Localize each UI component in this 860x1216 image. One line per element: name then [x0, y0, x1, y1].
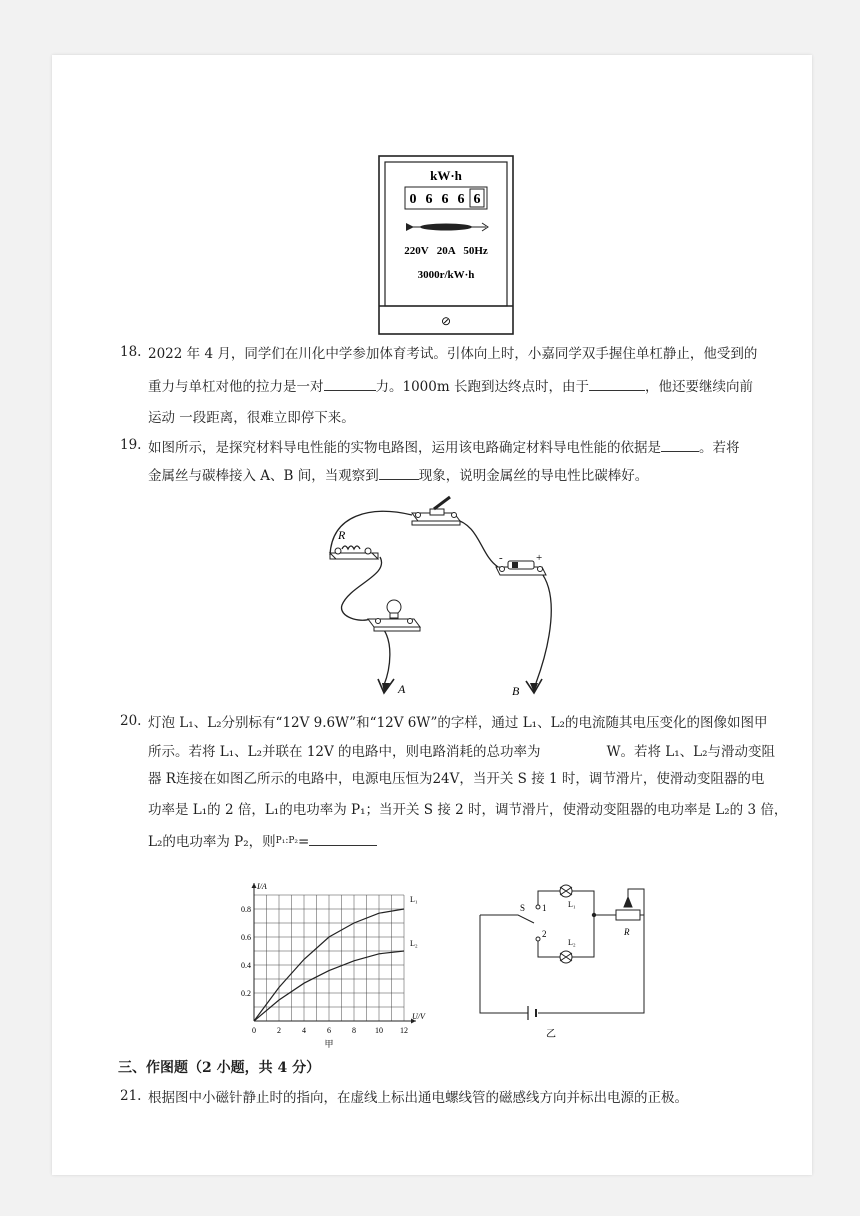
x-axis-label: U/V — [412, 1012, 425, 1021]
x-tick-label: 12 — [400, 1026, 408, 1035]
q20-text-a: 所示。若将 L₁、L₂并联在 12V 的电路中，则电路消耗的总功率为 — [148, 744, 541, 760]
meter-digit: 6 — [425, 192, 433, 207]
q21-line1: 根据图中小磁针静止时的指向，在虚线上标出通电螺线管的磁感线方向并标出电源的正极。 — [148, 1090, 688, 1106]
q18-text-c: ，他还要继续向前 — [644, 379, 753, 395]
q19-number: 19. — [120, 437, 142, 453]
y-axis-label: I/A — [257, 882, 267, 891]
q20-blank-1[interactable] — [541, 741, 607, 756]
q19-line2 — [148, 465, 648, 486]
meter-digit: 6 — [441, 192, 449, 207]
meter-digit: 0 — [409, 192, 417, 207]
circuit-2-label: 2 — [542, 929, 547, 939]
iu-graph-chart — [232, 867, 425, 1049]
q18-line2 — [148, 376, 753, 397]
x-tick-label: 6 — [327, 1026, 331, 1035]
q18-number: 18. — [120, 344, 142, 360]
q20-line5 — [148, 831, 377, 852]
y-axis-arrow-icon — [252, 883, 257, 888]
x-tick-label: 0 — [252, 1026, 256, 1035]
circuit-l2-label: L₂ — [568, 938, 576, 947]
q21-number: 21. — [120, 1088, 142, 1104]
section3-heading: 三、作图题（2 小题，共 4 分） — [118, 1060, 321, 1076]
circuit-l1-label: L₁ — [568, 900, 576, 909]
q20-ratio: P₁:P₂ — [275, 836, 299, 846]
electric-meter-figure — [378, 155, 514, 335]
meter-revolutions: 3000r/kW·h — [417, 269, 475, 281]
switch-component — [412, 497, 460, 525]
battery-plus-label: + — [536, 552, 543, 564]
y-tick-label: 0.2 — [241, 989, 251, 998]
q20-equals: = — [298, 834, 310, 850]
q19-blank-1[interactable] — [661, 437, 699, 452]
series-label: L₁ — [410, 895, 418, 904]
circuit-s-label: S — [520, 903, 526, 913]
meter-unit: kW·h — [430, 168, 462, 183]
series-label: L₂ — [410, 939, 418, 948]
q18-line1: 2022 年 4 月，同学们在川化中学参加体育考试。引体向上时，小嘉同学双手握住单杠静止，他受到的 — [148, 346, 758, 362]
y-tick-label: 0.8 — [241, 905, 251, 914]
q20-line4: 功率是 L₁的 2 倍，L₁的电功率为 P₁；当开关 S 接 2 时，调节滑片，使滑动变阻器的电功率是 L₂的 3 倍， — [148, 802, 788, 818]
q18-blank-1[interactable] — [324, 376, 376, 391]
q18-line3: 运动 一段距离，很难立即停下来。 — [148, 410, 355, 426]
q20-number: 20. — [120, 713, 142, 729]
x-tick-label: 2 — [277, 1026, 281, 1035]
clip-b-label: B — [512, 684, 520, 698]
x-tick-label: 4 — [302, 1026, 306, 1035]
clip-b-icon — [526, 679, 542, 693]
q20-text-c: L₂的电功率为 P₂，则 — [148, 834, 276, 850]
resistor-component — [330, 546, 378, 559]
circuit-1-label: 1 — [542, 903, 547, 913]
q20-text-b: W。若将 L₁、L₂与滑动变阻 — [606, 744, 775, 760]
circuit-caption: 乙 — [546, 1029, 556, 1040]
y-tick-label: 0.6 — [241, 933, 251, 942]
q20-blank-2[interactable] — [309, 831, 377, 846]
clip-a-label: A — [398, 682, 406, 696]
meter-digit-last: 6 — [473, 192, 481, 207]
q19-line1 — [148, 437, 740, 458]
terminal-icon: ⊘ — [440, 314, 452, 328]
circuit-r-label: R — [624, 927, 630, 937]
meter-digit: 6 — [457, 192, 465, 207]
q20-line2 — [148, 741, 775, 762]
x-tick-label: 10 — [375, 1026, 383, 1035]
q18-text-a: 重力与单杠对他的拉力是一对 — [148, 379, 324, 395]
exam-page — [52, 55, 812, 1175]
lamp-component — [368, 600, 420, 631]
y-tick-label: 0.4 — [241, 961, 251, 970]
q18-text-b: 力。1000m 长跑到达终点时，由于 — [375, 379, 589, 395]
q20-line3: 器 R连接在如图乙所示的电路中，电源电压恒为24V，当开关 S 接 1 时，调节滑片，使滑动变阻器的电 — [148, 771, 765, 787]
q19-text-d: 现象，说明金属丝的导电性比碳棒好。 — [418, 468, 649, 484]
q19-text-a: 如图所示，是探究材料导电性能的实物电路图，运用该电路确定材料导电性能的依据是 — [148, 440, 661, 456]
q20-line1: 灯泡 L₁、L₂分别标有“12V 9.6W”和“12V 6W”的字样，通过 L₁、L₂的电流随其电压变化的图像如图甲 — [148, 715, 768, 731]
q18-blank-2[interactable] — [589, 376, 645, 391]
chart-caption: 甲 — [324, 1039, 334, 1049]
q19-text-b: 。若将 — [699, 440, 740, 456]
q19-blank-2[interactable] — [379, 465, 419, 480]
x-tick-label: 8 — [352, 1026, 356, 1035]
resistor-label: R — [338, 528, 346, 542]
q19-text-c: 金属丝与碳棒接入 A、B 间，当观察到 — [148, 468, 379, 484]
battery-minus-label: - — [499, 552, 503, 564]
conductivity-circuit-figure — [320, 495, 560, 697]
circuit-diagram-yi — [476, 879, 676, 1039]
meter-specs: 220V 20A 50Hz — [404, 245, 488, 257]
